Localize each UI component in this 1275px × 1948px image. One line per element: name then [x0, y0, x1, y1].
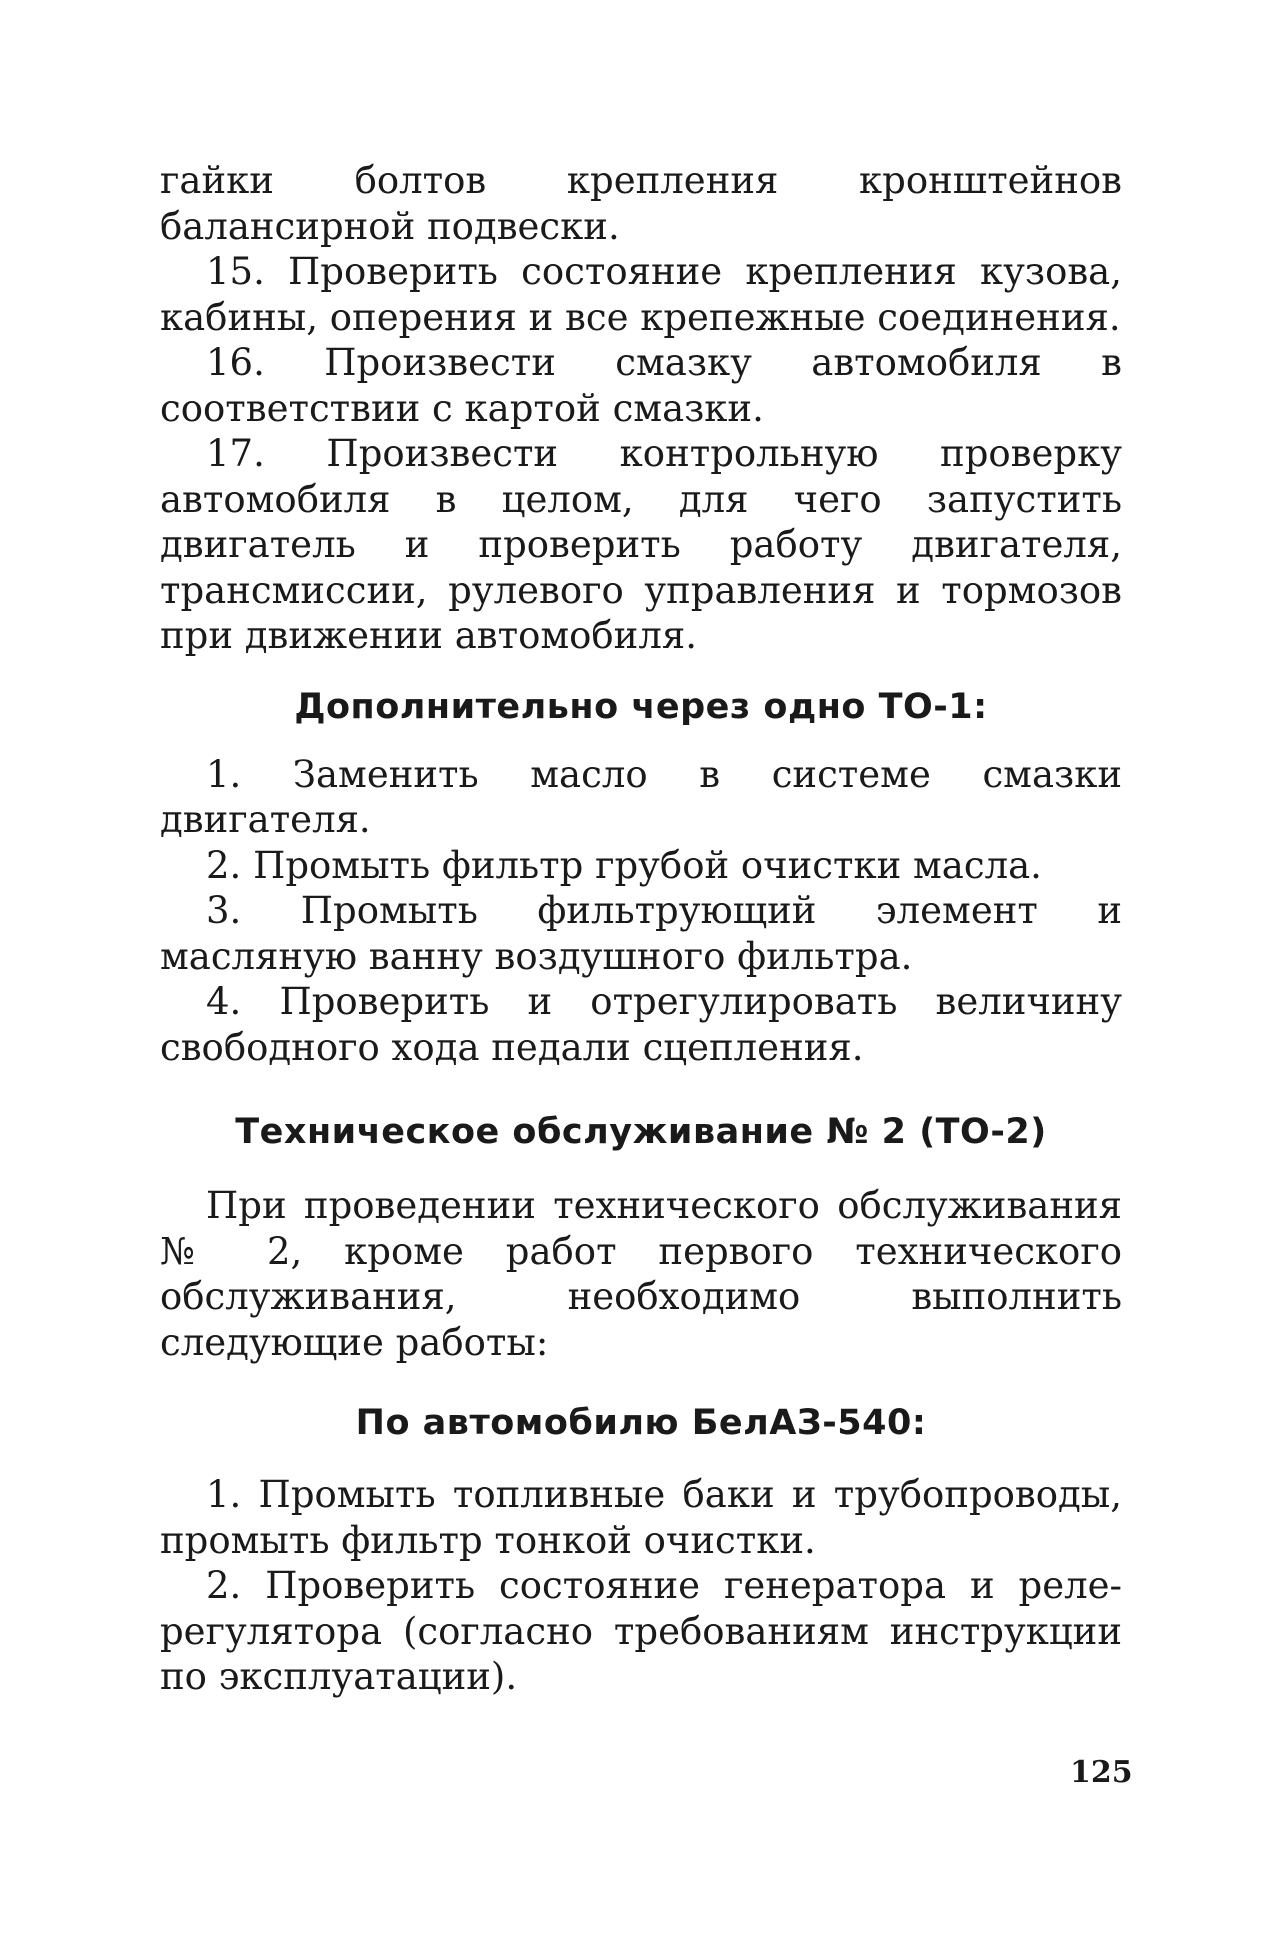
extra-item-4: 4. Проверить и отрегулировать величину свободного хода педали сцепления.	[160, 980, 1122, 1069]
to2-intro-paragraph: При проведении технического обслуживания № 2, кроме работ первого технического обслуживания, необходимо выполнить следующие работы:	[160, 1184, 1122, 1364]
extra-item-1: 1. Заменить масло в системе смазки двигателя.	[160, 752, 1122, 841]
continuation-paragraph: гайки болтов крепления кронштейнов балансирной подвески.	[160, 159, 1122, 248]
list-item-17: 17. Произвести контрольную проверку автомобиля в целом, для чего запустить двигатель и проверить работу двигателя, трансмиссии, рулевого управления и тормозов при движении автомобиля.	[160, 432, 1122, 657]
list-item-15: 15. Проверить состояние крепления кузова, кабины, оперения и все крепежные соединения.	[160, 250, 1122, 339]
heading-belaz-540: По автомобилю БелАЗ-540:	[355, 1403, 927, 1443]
extra-item-2: 2. Промыть фильтр грубой очистки масла.	[206, 843, 1042, 887]
page-content	[160, 158, 1122, 1700]
belaz-item-2: 2. Проверить состояние генератора и реле-регулятора (согласно требованиям инструкции по эксплуатации).	[160, 1564, 1122, 1698]
list-item-16: 16. Произвести смазку автомобиля в соответствии с картой смазки.	[160, 341, 1122, 430]
page-number: 125	[1070, 1755, 1133, 1790]
belaz-item-1: 1. Промыть топливные баки и трубопроводы, промыть фильтр тонкой очистки.	[160, 1473, 1122, 1562]
heading-additional-to1: Дополнительно через одно ТО-1:	[294, 686, 988, 727]
extra-item-3: 3. Промыть фильтрующий элемент и масляную ванну воздушного фильтра.	[160, 889, 1122, 978]
heading-to2: Техническое обслуживание № 2 (ТО-2)	[235, 1112, 1047, 1152]
